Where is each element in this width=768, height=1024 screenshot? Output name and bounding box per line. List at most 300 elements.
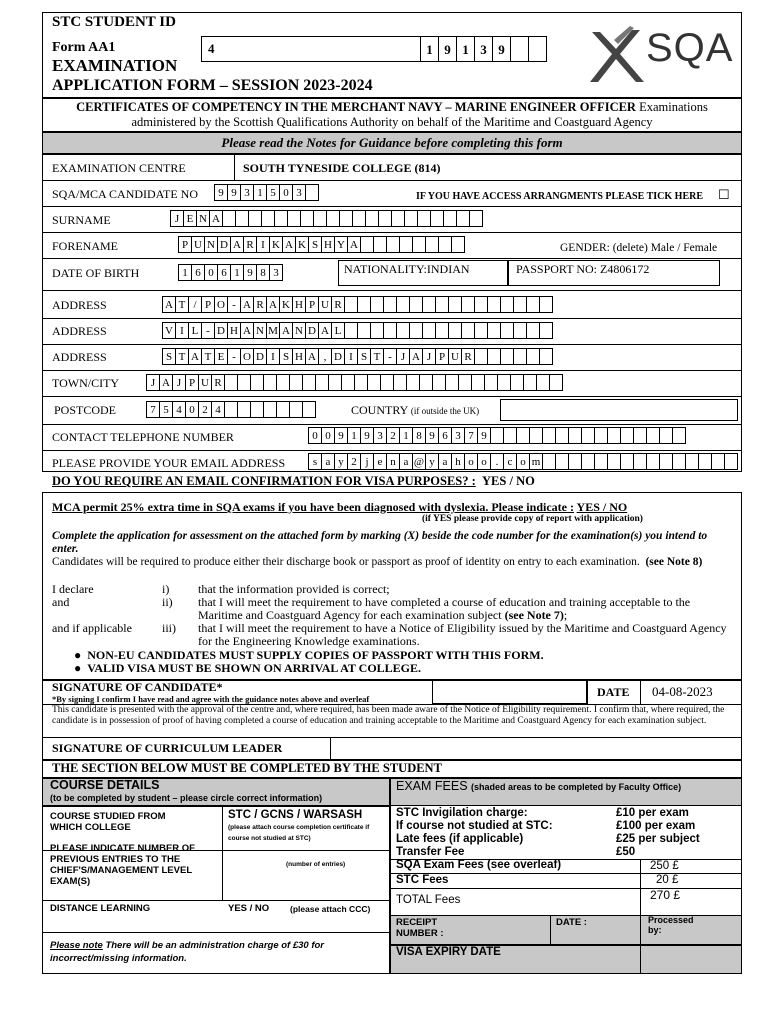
char-cell: J	[147, 374, 160, 391]
char-cell	[439, 236, 452, 253]
char-cell: 9	[426, 427, 439, 444]
char-cell: A	[160, 374, 173, 391]
address-label-1: ADDRESS	[52, 298, 107, 312]
char-cell	[498, 374, 511, 391]
admin-charge-note: Please note There will be an administration charge of £30 for incorrect/missing information.	[50, 940, 325, 964]
processed-by-label: Processed by:	[648, 915, 694, 935]
fee-row-label-3: Transfer Fee	[396, 846, 465, 858]
char-cell: E	[215, 348, 228, 365]
town-cells[interactable]	[146, 374, 563, 391]
char-cell: A	[410, 348, 423, 365]
char-cell: D	[332, 348, 345, 365]
char-cell	[238, 401, 251, 418]
declare-and-if-label: and if applicable	[52, 621, 132, 635]
char-cell: L	[189, 322, 202, 339]
char-cell	[501, 296, 514, 313]
char-cell	[582, 427, 595, 444]
access-arrangements-checkbox[interactable]: ☐	[718, 187, 730, 202]
approval-text: This candidate is presented with the approval of the centre and, where required, has been made aware of the Notice of Eligibility requirement. I confirm that, where required, the candidate is in possession of proof of having completed a course of education and training acceptable to the Maritime and Coastguard Agency for each examination subject.	[52, 705, 725, 726]
dyslexia-text: MCA permit 25% extra time in SQA exams if you have been diagnosed with dyslexia. Please indicate : YES / NO	[52, 500, 628, 514]
char-cell: A	[231, 236, 244, 253]
char-cell: U	[199, 374, 212, 391]
char-cell	[511, 374, 524, 391]
char-cell: J	[397, 348, 410, 365]
bullet-passport: ● NON-EU CANDIDATES MUST SUPPLY COPIES OF PASSPORT WITH THIS FORM.	[74, 648, 544, 662]
char-cell: H	[228, 322, 241, 339]
char-cell: y	[335, 453, 348, 470]
char-cell	[392, 210, 405, 227]
char-cell: M	[267, 322, 280, 339]
char-cell	[527, 322, 540, 339]
char-cell	[397, 296, 410, 313]
char-cell	[550, 374, 563, 391]
char-cell	[475, 322, 488, 339]
char-cell: -	[228, 296, 241, 313]
char-cell	[634, 427, 647, 444]
char-cell	[527, 348, 540, 365]
char-cell	[329, 374, 342, 391]
char-cell	[275, 210, 288, 227]
sqa-logo	[584, 20, 734, 90]
char-cell	[436, 322, 449, 339]
char-cell	[433, 374, 446, 391]
char-cell	[462, 322, 475, 339]
char-cell: 3	[270, 264, 283, 281]
char-cell: -	[228, 348, 241, 365]
char-cell	[340, 210, 353, 227]
char-cell	[394, 374, 407, 391]
char-cell	[540, 348, 553, 365]
char-cell	[491, 427, 504, 444]
char-cell: h	[452, 453, 465, 470]
char-cell	[436, 296, 449, 313]
declare-i-label: I declare	[52, 582, 94, 596]
postcode-cells[interactable]	[146, 401, 316, 418]
char-cell	[457, 210, 470, 227]
char-cell	[426, 236, 439, 253]
char-cell	[397, 322, 410, 339]
char-cell: -	[384, 348, 397, 365]
char-cell: J	[173, 374, 186, 391]
char-cell: 0	[205, 264, 218, 281]
char-cell: A	[189, 348, 202, 365]
declare-text-2b: Maritime and Coastguard Agency for each examination subject (see Note 7);	[198, 608, 568, 622]
surname-cells[interactable]	[170, 210, 483, 227]
char-cell: A	[319, 322, 332, 339]
application-form-title: APPLICATION FORM – SESSION 2023-2024	[52, 77, 373, 94]
char-cell: ,	[319, 348, 332, 365]
char-cell: J	[423, 348, 436, 365]
char-cell	[264, 401, 277, 418]
char-cell	[621, 453, 634, 470]
complete-note: Complete the application for assessment on the attached form by marking (X) beside the code number for the examination(s) you intend to enter.	[52, 530, 708, 555]
char-cell: S	[358, 348, 371, 365]
char-cell	[444, 210, 457, 227]
address-label-3: ADDRESS	[52, 350, 107, 364]
char-cell: V	[163, 322, 176, 339]
char-cell: I	[345, 348, 358, 365]
char-cell: R	[212, 374, 225, 391]
course-studied-label: COURSE STUDIED FROM WHICH COLLEGE	[50, 811, 166, 833]
char-cell: I	[267, 348, 280, 365]
char-cell: A	[348, 236, 361, 253]
char-cell	[410, 322, 423, 339]
char-cell: 1	[231, 264, 244, 281]
char-cell: S	[309, 236, 322, 253]
student-id-first-value: 4	[208, 41, 215, 56]
nationality-value: NATIONALITY:INDIAN	[344, 262, 470, 276]
char-cell	[524, 374, 537, 391]
char-cell: 4	[212, 401, 225, 418]
char-cell	[621, 427, 634, 444]
candidates-note: Candidates will be required to produce either their discharge book or passport as proof of identity on entry to each examination. (see Note 8)	[52, 556, 703, 568]
char-cell	[410, 296, 423, 313]
bullet-icon: ●	[74, 661, 82, 675]
char-cell: .	[491, 453, 504, 470]
char-cell: 5	[160, 401, 173, 418]
char-cell	[647, 427, 660, 444]
char-cell: P	[186, 374, 199, 391]
char-cell	[475, 296, 488, 313]
char-cell	[371, 322, 384, 339]
char-cell: D	[215, 322, 228, 339]
char-cell: H	[322, 236, 335, 253]
char-cell	[225, 401, 238, 418]
receipt-number-label: RECEIPT NUMBER :	[396, 917, 444, 939]
char-cell	[530, 427, 543, 444]
char-cell: R	[462, 348, 475, 365]
char-cell: @	[413, 453, 426, 470]
char-cell: 6	[439, 427, 452, 444]
student-id-digit	[529, 36, 547, 62]
char-cell: -	[202, 322, 215, 339]
char-cell	[423, 322, 436, 339]
char-cell: 1	[179, 264, 192, 281]
char-cell	[660, 427, 673, 444]
char-cell	[527, 296, 540, 313]
total-fees-value[interactable]: 270 £	[650, 888, 681, 902]
subtitle-line2: administered by the Scottish Qualifications Authority on behalf of the Maritime and Coastguard Agency	[131, 115, 653, 129]
char-cell	[485, 374, 498, 391]
course-studied-note: (please attach course completion certificate if course not studied at STC)	[228, 824, 370, 842]
fee-row-value-0: £10 per exam	[616, 807, 689, 819]
char-cell	[264, 374, 277, 391]
char-cell: 6	[218, 264, 231, 281]
receipt-date-label: DATE :	[556, 917, 587, 928]
char-cell: O	[241, 348, 254, 365]
stc-fees-value[interactable]: 20 £	[656, 874, 679, 886]
candidate-signature-field[interactable]	[432, 680, 587, 704]
char-cell	[379, 210, 392, 227]
char-cell	[660, 453, 673, 470]
char-cell	[371, 296, 384, 313]
char-cell: 0	[186, 401, 199, 418]
char-cell: 2	[348, 453, 361, 470]
char-cell: U	[319, 296, 332, 313]
char-cell	[345, 296, 358, 313]
char-cell	[251, 374, 264, 391]
char-cell	[384, 296, 397, 313]
char-cell	[303, 374, 316, 391]
char-cell	[569, 453, 582, 470]
char-cell	[327, 210, 340, 227]
char-cell: U	[449, 348, 462, 365]
char-cell: 7	[147, 401, 160, 418]
char-cell: D	[306, 322, 319, 339]
char-cell	[358, 296, 371, 313]
char-cell	[301, 210, 314, 227]
section-below-text: THE SECTION BELOW MUST BE COMPLETED BY THE STUDENT	[52, 761, 442, 775]
passport-value: PASSPORT NO: Z4806172	[516, 262, 650, 276]
char-cell	[556, 453, 569, 470]
char-cell: T	[176, 348, 189, 365]
char-cell: A	[283, 236, 296, 253]
email-label: PLEASE PROVIDE YOUR EMAIL ADDRESS	[52, 456, 286, 470]
char-cell: 3	[241, 184, 254, 201]
candidate-signature-label: SIGNATURE OF CANDIDATE*	[52, 680, 223, 694]
char-cell: m	[530, 453, 543, 470]
char-cell	[251, 401, 264, 418]
char-cell: O	[215, 296, 228, 313]
stc-student-id-label: STC STUDENT ID	[52, 14, 176, 30]
char-cell: P	[179, 236, 192, 253]
char-cell: N	[197, 210, 210, 227]
char-cell	[699, 453, 712, 470]
char-cell	[488, 322, 501, 339]
char-cell	[400, 236, 413, 253]
declare-num-2: ii)	[162, 595, 173, 609]
char-cell	[277, 401, 290, 418]
char-cell	[223, 210, 236, 227]
country-label: COUNTRY (if outside the UK)	[351, 403, 480, 417]
char-cell: N	[254, 322, 267, 339]
visa-expiry-label: VISA EXPIRY DATE	[396, 946, 501, 958]
date-label: DATE	[597, 685, 630, 699]
char-cell	[725, 453, 738, 470]
char-cell	[361, 236, 374, 253]
postcode-label: POSTCODE	[54, 403, 117, 417]
char-cell: s	[309, 453, 322, 470]
visa-answer[interactable]: YES / NO	[482, 474, 535, 488]
student-id-digit: 9	[493, 36, 511, 62]
declare-num-1: i)	[162, 582, 170, 596]
address1-cells[interactable]	[162, 296, 553, 313]
char-cell: D	[254, 348, 267, 365]
address2-cells[interactable]	[162, 322, 553, 339]
exam-centre-label: EXAMINATION CENTRE	[52, 161, 186, 175]
char-cell	[290, 401, 303, 418]
fee-row-value-3: £50	[616, 846, 636, 858]
exam-centre-value: SOUTH TYNESIDE COLLEGE (814)	[243, 161, 441, 175]
char-cell: K	[270, 236, 283, 253]
char-cell	[366, 210, 379, 227]
student-id-digit-cells[interactable]	[421, 36, 547, 62]
notice-text: Please read the Notes for Guidance before completing this form	[221, 135, 563, 150]
country-field[interactable]	[500, 399, 738, 421]
signature-date-value[interactable]: 04-08-2023	[652, 684, 713, 699]
char-cell	[290, 374, 303, 391]
access-arrangements-label: IF YOU HAVE ACCESS ARRANGMENTS PLEASE TICK HERE	[416, 191, 704, 202]
char-cell	[543, 453, 556, 470]
char-cell	[488, 296, 501, 313]
char-cell: T	[202, 348, 215, 365]
town-label: TOWN/CITY	[52, 376, 120, 390]
char-cell: /	[189, 296, 202, 313]
char-cell	[582, 453, 595, 470]
char-cell	[543, 427, 556, 444]
student-id-digit: 1	[457, 36, 475, 62]
char-cell: n	[387, 453, 400, 470]
previous-entries-label: PLEASE INDICATE NUMBER OF PREVIOUS ENTRIES TO THE CHIEF'S/MANAGEMENT LEVEL EXAM(S)	[50, 843, 195, 887]
course-studied-value[interactable]: STC / GCNS / WARSASH	[228, 809, 363, 821]
fee-row-label-2: Late fees (if applicable)	[396, 833, 524, 845]
sqa-fees-value[interactable]: 250 £	[650, 860, 679, 872]
char-cell	[303, 401, 316, 418]
forename-cells[interactable]	[178, 236, 465, 253]
char-cell	[459, 374, 472, 391]
char-cell	[537, 374, 550, 391]
char-cell: A	[163, 296, 176, 313]
char-cell: T	[371, 348, 384, 365]
char-cell: I	[257, 236, 270, 253]
char-cell	[405, 210, 418, 227]
char-cell	[381, 374, 394, 391]
sqa-fees-label: SQA Exam Fees (see overleaf)	[396, 859, 562, 871]
char-cell: 8	[413, 427, 426, 444]
curriculum-leader-label: SIGNATURE OF CURRICULUM LEADER	[52, 741, 283, 755]
char-cell: A	[210, 210, 223, 227]
char-cell	[288, 210, 301, 227]
fee-row-label-1: If course not studied at STC:	[396, 820, 553, 832]
fee-row-value-1: £100 per exam	[616, 820, 696, 832]
email-cells[interactable]	[308, 453, 738, 470]
phone-label: CONTACT TELEPHONE NUMBER	[52, 430, 234, 444]
char-cell	[449, 322, 462, 339]
char-cell: S	[163, 348, 176, 365]
char-cell	[514, 348, 527, 365]
char-cell	[647, 453, 660, 470]
char-cell: R	[244, 236, 257, 253]
char-cell	[262, 210, 275, 227]
char-cell	[470, 210, 483, 227]
phone-cells[interactable]	[308, 427, 686, 444]
course-details-title: COURSE DETAILS	[50, 778, 160, 792]
char-cell	[686, 453, 699, 470]
student-id-digit	[511, 36, 529, 62]
char-cell	[342, 374, 355, 391]
char-cell: e	[374, 453, 387, 470]
char-cell	[277, 374, 290, 391]
char-cell	[540, 322, 553, 339]
fee-row-label-0: STC Invigilation charge:	[396, 807, 528, 819]
char-cell	[316, 374, 329, 391]
char-cell: D	[218, 236, 231, 253]
subtitle-rest: Examinations	[635, 100, 708, 114]
char-cell: H	[293, 348, 306, 365]
char-cell: y	[426, 453, 439, 470]
char-cell	[238, 374, 251, 391]
candidate-no-label: SQA/MCA CANDIDATE NO	[52, 187, 199, 201]
char-cell: 9	[478, 427, 491, 444]
distance-learning-value[interactable]: YES / NO	[228, 903, 270, 914]
char-cell	[452, 236, 465, 253]
char-cell: 2	[199, 401, 212, 418]
previous-entries-note: (number of entries)	[286, 861, 346, 868]
char-cell: 0	[322, 427, 335, 444]
char-cell	[431, 210, 444, 227]
char-cell: A	[241, 296, 254, 313]
char-cell: N	[293, 322, 306, 339]
char-cell: S	[280, 348, 293, 365]
char-cell	[540, 296, 553, 313]
char-cell: o	[517, 453, 530, 470]
char-cell	[472, 374, 485, 391]
char-cell: H	[293, 296, 306, 313]
char-cell: a	[400, 453, 413, 470]
dyslexia-answer[interactable]: YES / NO	[576, 500, 628, 514]
subtitle-line1	[42, 100, 742, 115]
char-cell: 9	[361, 427, 374, 444]
char-cell: 3	[293, 184, 306, 201]
course-details-subtitle: (to be completed by student – please circle correct information)	[50, 793, 323, 803]
char-cell	[423, 296, 436, 313]
forename-label: FORENAME	[52, 239, 119, 253]
subtitle-bold: CERTIFICATES OF COMPETENCY IN THE MERCHANT NAVY – MARINE ENGINEER OFFICER	[76, 100, 636, 114]
sqa-logo-text: SQA	[646, 26, 734, 70]
dob-cells[interactable]	[178, 264, 283, 281]
char-cell	[488, 348, 501, 365]
form-code: Form AA1	[52, 40, 116, 55]
char-cell: J	[171, 210, 184, 227]
fee-row-value-2: £25 per subject	[616, 833, 700, 845]
char-cell	[595, 427, 608, 444]
char-cell	[374, 236, 387, 253]
declare-and-label: and	[52, 595, 70, 609]
char-cell: o	[465, 453, 478, 470]
char-cell	[358, 322, 371, 339]
char-cell: 2	[387, 427, 400, 444]
char-cell: 1	[348, 427, 361, 444]
char-cell	[449, 296, 462, 313]
student-id-first-field[interactable]	[201, 36, 421, 62]
char-cell	[514, 296, 527, 313]
char-cell: 1	[400, 427, 413, 444]
char-cell	[501, 322, 514, 339]
char-cell: 9	[228, 184, 241, 201]
char-cell: a	[439, 453, 452, 470]
declare-text-3a: that I will meet the requirement to have a Notice of Eligibility issued by the Maritime and Coastguard Agency	[198, 621, 727, 635]
char-cell: 0	[280, 184, 293, 201]
gender-label[interactable]: GENDER: (delete) Male / Female	[560, 242, 718, 254]
char-cell	[413, 236, 426, 253]
declare-text-3b: for the Engineering Knowledge examinations.	[198, 634, 420, 648]
candidate-no-cells[interactable]	[214, 184, 319, 201]
char-cell	[306, 184, 319, 201]
char-cell	[634, 453, 647, 470]
char-cell: R	[254, 296, 267, 313]
char-cell	[569, 427, 582, 444]
surname-label: SURNAME	[52, 213, 111, 227]
visa-question: DO YOU REQUIRE AN EMAIL CONFIRMATION FOR VISA PURPOSES? : YES / NO	[52, 474, 535, 488]
char-cell	[712, 453, 725, 470]
declare-text-2a: that I will meet the requirement to have completed a course of education and training acceptable to the	[198, 595, 691, 609]
address3-cells[interactable]	[162, 348, 553, 365]
dyslexia-note: (if YES please provide copy of report with application)	[422, 514, 643, 524]
student-id-digit: 1	[421, 36, 439, 62]
char-cell	[384, 322, 397, 339]
char-cell: A	[267, 296, 280, 313]
address-label-2: ADDRESS	[52, 324, 107, 338]
